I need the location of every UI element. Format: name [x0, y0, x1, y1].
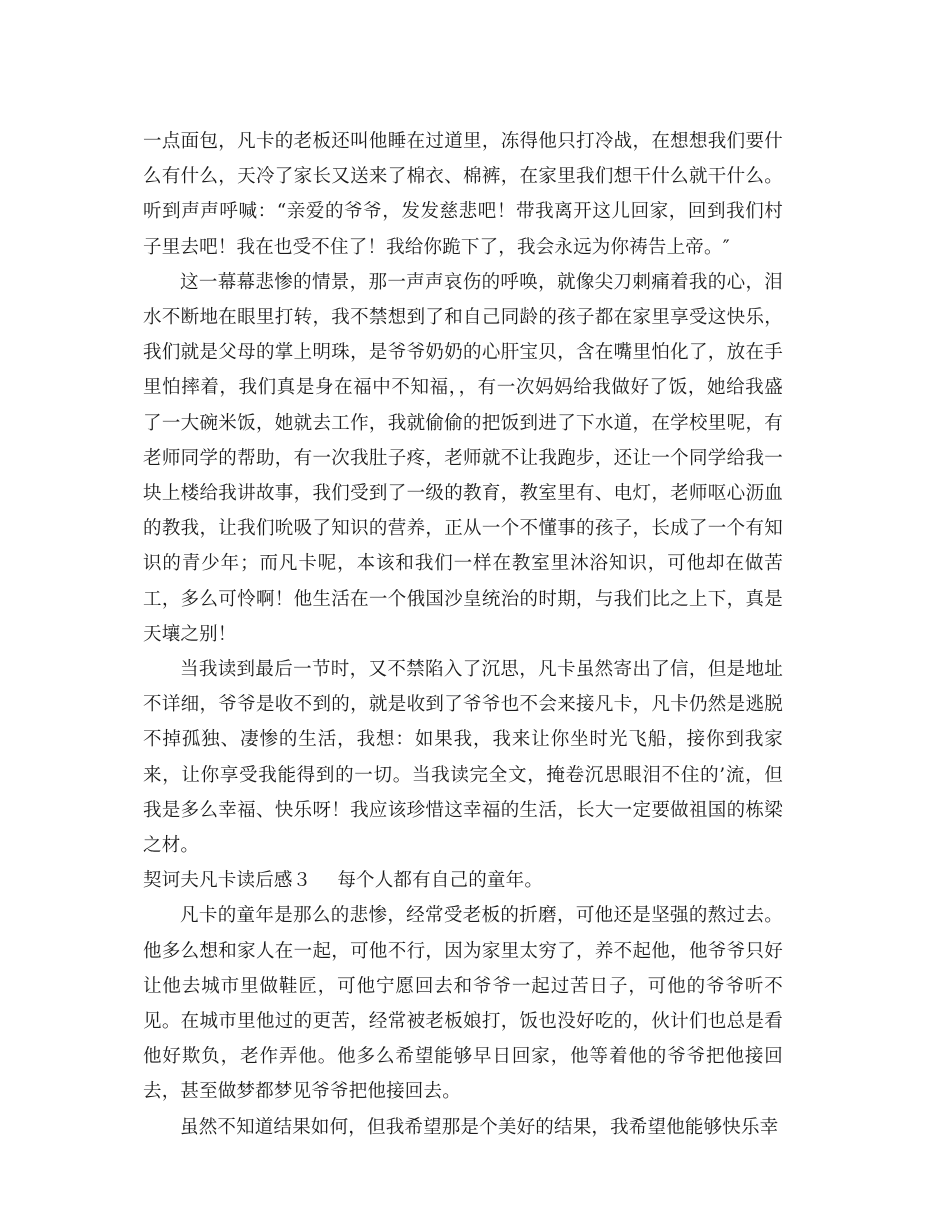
document-body [143, 124, 783, 1145]
paragraph-truncated: 虽然不知道结果如何，但我希望那是个美好的结果，我希望他能够快乐幸 [180, 1116, 779, 1138]
paragraph: 当我读到最后一节时，又不禁陷入了沉思，凡卡虽然寄出了信，但是地址不详细，爷爷是收不到的，就是收到了爷爷也不会来接凡卡，凡卡仍然是逃脱不掉孤独、凄惨的生活，我想：如果我，我来让你坐时光飞船，接你到我家来，让你享受我能得到的一切。当我读完全文，掩卷沉思眼泪不住的’流，但我是多么幸福、快乐呀！我应该珍惜这幸福的生活，长大一定要做祖国的栋梁之材。 [143, 659, 783, 857]
section-title: 契诃夫凡卡读后感３ [143, 870, 312, 892]
paragraph: 这一幕幕悲惨的情景，那一声声哀伤的呼唤，就像尖刀刺痛着我的心，泪水不断地在眼里打转，我不禁想到了和自己同龄的孩子都在家里享受这快乐，我们就是父母的掌上明珠，是爷爷奶奶的心肝宝贝，含在嘴里怕化了，放在手里怕摔着，我们真是身在福中不知福，，有一次妈妈给我做好了饭，她给我盛了一大碗米饭，她就去工作，我就偷偷的把饭到进了下水道，在学校里呢，有老师同学的帮助，有一次我肚子疼，老师就不让我跑步，还让一个同学给我一块上楼给我讲故事，我们受到了一级的教育，教室里有、电灯，老师呕心沥血的教我，让我们吮吸了知识的营养，正从一个不懂事的孩子，长成了一个有知识的青少年；而凡卡呢，本该和我们一样在教室里沐浴知识，可他却在做苦工，多么可怜啊！他生活在一个俄国沙皇统治的时期，与我们比之上下，真是天壤之别！ [143, 271, 783, 645]
section-heading [143, 863, 783, 898]
section-subtitle: 每个人都有自己的童年。 [337, 870, 544, 892]
paragraph: 凡卡的童年是那么的悲惨，经常受老板的折磨，可他还是坚强的熬过去。他多么想和家人在一起，可他不行，因为家里太穷了，养不起他，他爷爷只好让他去城市里做鞋匠，可他宁愿回去和爷爷一起过苦日子，可他的爷爷听不见。在城市里他过的更苦，经常被老板娘打，饭也没好吃的，伙计们也总是看他好欺负，老作弄他。他多么希望能够早日回家，他等着他的爷爷把他接回去，甚至做梦都梦见爷爷把他接回去。 [143, 905, 783, 1103]
paragraph-continuation: 一点面包，凡卡的老板还叫他睡在过道里，冻得他只打冷战，在想想我们要什么有什么，天冷了家长又送来了棉衣、棉裤，在家里我们想干什么就干什么。听到声声呼喊：“亲爱的爷爷，发发慈悲吧！带我离开这儿回家，回到我们村子里去吧！我在也受不住了！我给你跪下了，我会永远为你祷告上帝。″ [143, 131, 783, 258]
